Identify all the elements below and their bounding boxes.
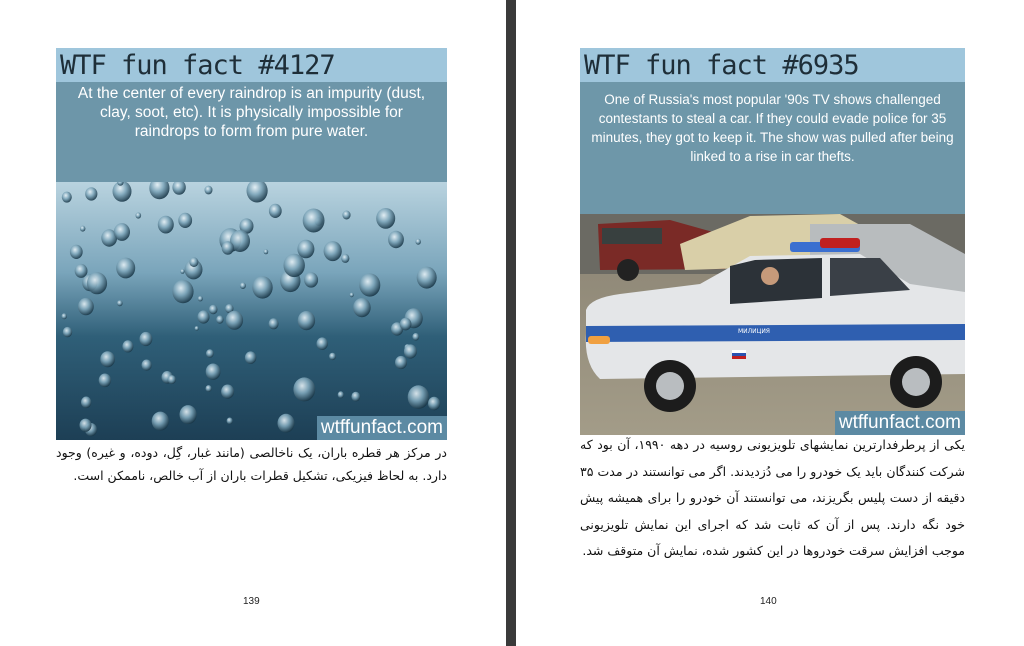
- raindrop: [70, 245, 83, 259]
- raindrop: [80, 226, 85, 232]
- raindrop: [278, 414, 295, 433]
- raindrop: [99, 374, 111, 388]
- raindrop: [353, 298, 371, 317]
- raindrop: [206, 385, 212, 392]
- raindrop: [117, 300, 123, 306]
- raindrop: [324, 241, 342, 261]
- book-spine: [506, 0, 516, 646]
- raindrop: [252, 276, 272, 298]
- raindrop: [158, 216, 174, 234]
- raindrop: [222, 241, 234, 254]
- raindrop: [297, 240, 314, 259]
- page-number: 139: [243, 596, 260, 607]
- page-number: 140: [760, 596, 777, 607]
- raindrop: [205, 186, 213, 195]
- raindrop: [180, 269, 184, 274]
- raindrop: [342, 211, 350, 220]
- raindrop: [227, 418, 233, 425]
- raindrop: [404, 344, 417, 358]
- raindrop: [338, 391, 344, 398]
- raindrop: [284, 254, 305, 277]
- raindrop: [359, 273, 380, 296]
- raindrop: [416, 239, 421, 245]
- raindrop: [245, 351, 256, 364]
- raindrop: [226, 311, 243, 330]
- raindrop: [400, 318, 412, 331]
- raindrop: [62, 313, 67, 319]
- raindrop: [351, 392, 360, 402]
- raindrop: [87, 272, 107, 294]
- raindrop: [395, 356, 407, 369]
- raindrop: [350, 293, 354, 298]
- raindrop: [75, 264, 88, 278]
- raindrop: [408, 385, 429, 409]
- raindrop: [269, 318, 279, 329]
- fun-fact-card-right: [580, 48, 965, 435]
- raindrops-photo: [56, 182, 447, 440]
- site-watermark: wtffunfact.com: [835, 411, 965, 435]
- raindrop: [417, 267, 437, 289]
- persian-translation: یکی از پرطرفدارترین نمایشهای تلویزیونی روسیه در دهه ۱۹۹۰، آن بود که شرکت کنندگان باید یک خودرو را می دُزدیدند. اگر می توانستند در مدت ۳۵ دقیقه از دست پلیس بگریزند، می توانستند آن خودرو را برای همیشه پیش خود نگه دارند. پس از آن که ثابت شد که اجرای این نمایش تلویزیونی موجب افزایش سرقت خودروها در این کشور شده، نمایش آن متوقف شد.: [580, 437, 965, 558]
- raindrop: [206, 349, 214, 358]
- raindrop: [136, 212, 142, 218]
- raindrop: [152, 412, 169, 431]
- raindrop: [180, 405, 197, 424]
- raindrop: [140, 332, 153, 346]
- raindrop: [269, 204, 282, 218]
- raindrop: [62, 192, 72, 203]
- raindrop: [298, 311, 315, 330]
- card-header: WTF fun fact #6935: [580, 48, 965, 82]
- raindrop: [63, 327, 72, 337]
- raindrop: [216, 316, 223, 324]
- police-car-photo: [580, 214, 965, 435]
- raindrop: [195, 326, 199, 331]
- raindrop: [240, 282, 246, 289]
- raindrop: [221, 385, 234, 399]
- raindrop: [341, 254, 349, 263]
- raindrop: [78, 298, 94, 315]
- raindrop: [80, 419, 92, 432]
- raindrop: [376, 208, 395, 229]
- car-door-text: МИЛИЦИЯ: [738, 328, 770, 335]
- card-header: WTF fun fact #4127: [56, 48, 447, 82]
- raindrop: [198, 310, 210, 323]
- raindrop: [178, 213, 192, 228]
- raindrop: [81, 397, 91, 409]
- card-fact-text: One of Russia's most popular '90s TV shows challenged contestants to steal a car. If they could evade police for 35 minutes, they got to keep it. The show was pulled after being linked to a rise in car thefts.: [580, 82, 965, 214]
- raindrop: [198, 296, 203, 301]
- raindrop: [168, 375, 176, 384]
- raindrop: [122, 340, 133, 352]
- raindrop: [428, 397, 440, 410]
- raindrop: [412, 333, 419, 341]
- fun-fact-card-left: [56, 48, 447, 440]
- raindrop: [209, 305, 218, 314]
- raindrop: [264, 249, 269, 254]
- raindrop: [303, 209, 325, 233]
- raindrop: [100, 351, 115, 367]
- card-fact-text: At the center of every raindrop is an impurity (dust, clay, soot, etc). It is physically impossible for raindrops to form from pure water.: [56, 82, 447, 182]
- raindrop: [304, 272, 318, 287]
- raindrop: [329, 353, 336, 360]
- raindrop: [189, 257, 198, 267]
- raindrop: [114, 223, 130, 241]
- raindrop: [388, 231, 404, 248]
- raindrop: [142, 360, 152, 371]
- raindrop: [206, 364, 221, 380]
- raindrop: [293, 377, 315, 401]
- persian-translation: در مرکز هر قطره باران، یک ناخالصی (مانند غبار، گِل، دوده، و غیره) وجود دارد. به لحاظ فیزیکی، تشکیل قطرات باران از آب خالص، ناممکن است.: [56, 445, 447, 483]
- raindrop: [317, 337, 328, 350]
- raindrop: [85, 187, 97, 200]
- raindrop: [116, 258, 135, 279]
- site-watermark: wtffunfact.com: [317, 416, 447, 440]
- raindrop: [172, 280, 193, 303]
